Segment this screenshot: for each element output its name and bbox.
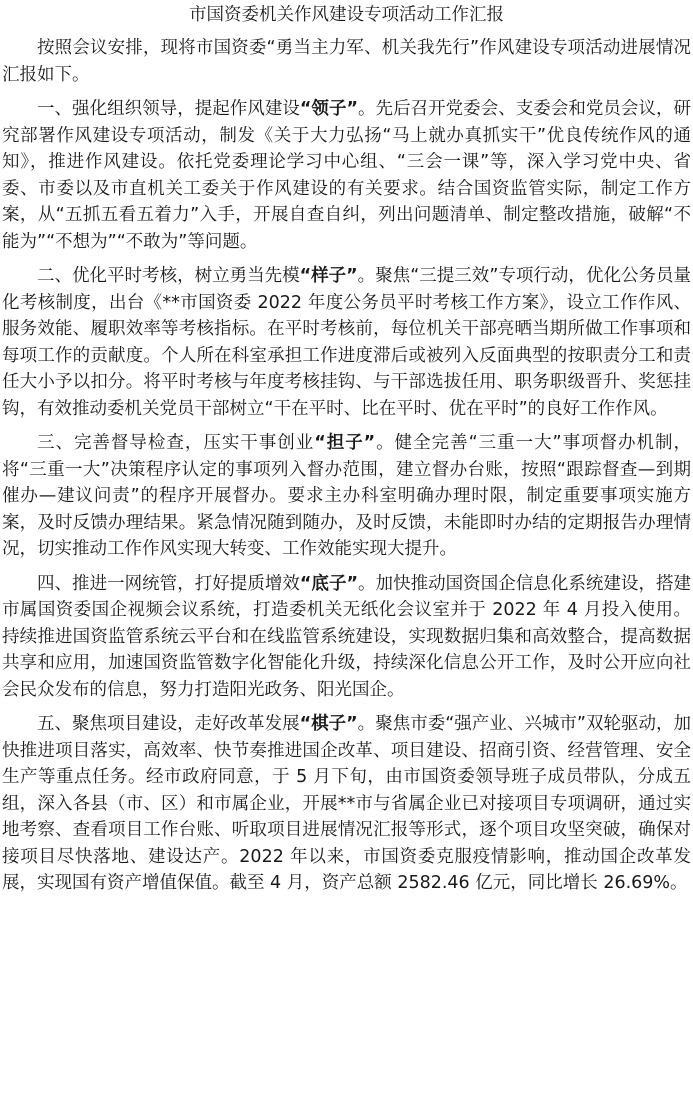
section-3-text: 。健全完善“三重一大”事项督办机制，将“三重一大”决策程序认定的事项列入督办范围，建立督办台账，按照“跟踪督查—到期催办—建议问责”的程序开展督办。要求主办科室明确办理时限，制定重要事项实施方案，及时反馈办理结果。紧急情况随到随办，及时反馈，未能即时办结的定期报告办理情况，切实推动工作作风实现大转变、工作效能实现大提升。 xyxy=(2,433,691,559)
section-4-lead: 四、推进一网统管，打好提质增效 xyxy=(37,573,300,594)
section-2-text: 。聚焦“三提三效”专项行动，优化公务员量化考核制度，出台《**市国资委 2022 年度公务员平时考核工作方案》，设立工作作风、服务效能、履职效率等考核指标。在平时考核前，每位机关干部亮晒当期所做工作事项和每项工作的贡献度。个人所在科室承担工作进度滞后或被列入反面典型的按职责分工和责任大小予以扣分。将平时考核与年度考核挂钩、与干部选拔任用、职务职级晋升、奖惩挂钩，有效推动委机关党员干部树立“干在平时、比在平时、优在平时”的良好工作作风。 xyxy=(2,266,691,419)
section-4-keyword: “底子” xyxy=(299,573,358,594)
section-1-lead: 一、强化组织领导，提起作风建设 xyxy=(37,99,300,119)
section-1-text: 。先后召开党委会、支委会和党员会议，研究部署作风建设专项活动，制发《关于大力弘扬“马上就办真抓实干”优良传统作风的通知》，推进作风建设。依托党委理论学习中心组、“三会一课”等，深入学习党中央、省委、市委以及市直机关工委关于作风建设的有关要求。结合国资监管实际，制定工作方案，从“五抓五看五着力”入手，开展自查自纠，列出问题清单、制定整改措施，破解“不能为”“不想为”“不敢为”等问题。 xyxy=(2,99,692,252)
section-5-text: 。聚焦市委“强产业、兴城市”双轮驱动，加快推进项目落实，高效率、快节奏推进国企改革、项目建设、招商引资、经营管理、安全生产等重点任务。经市政府同意，于 5 月下旬，由市国资委领导班子成员带队，分成五组，深入各县（市、区）和市属企业，开展**市与省属企业已对接项目专项调研，通过实地考察、查看项目工作台账、听取项目进展情况汇报等形式，逐个项目攻坚突破，确保对接项目尽快落地、建设达产。2022 年以来，市国资委克服疫情影响，推动国企改革发展，实现国有资产增值保值。截至 4 月，资产总额 2582.46 亿元，同比增长 26.69%。 xyxy=(2,714,691,893)
section-4-text: 。加快推动国资国企信息化系统建设，搭建市属国资委国企视频会议系统，打造委机关无纸化会议室并于 2022 年 4 月投入使用。持续推进国资监管系统云平台和在线监管系统建设，实现数据归集和高效整合，提高数据共享和应用，加速国资监管数字化智能化升级，持续深化信息公开工作，及时公开应向社会民众发布的信息，努力打造阳光政务、阳光国企。 xyxy=(2,573,692,700)
intro-paragraph: 按照会议安排，现将市国资委“勇当主力军、机关我先行”作风建设专项活动进展情况汇报如下。 xyxy=(2,38,691,85)
section-2-lead: 二、优化平时考核，树立勇当先模 xyxy=(37,266,300,286)
document-title: 市国资委机关作风建设专项活动工作汇报 xyxy=(189,5,504,25)
section-1-keyword: “领子” xyxy=(299,99,358,119)
section-4-paragraph xyxy=(2,571,691,704)
section-3-paragraph xyxy=(2,430,691,563)
section-2-keyword: “样子” xyxy=(299,266,358,286)
section-3-keyword: “担子” xyxy=(314,433,376,453)
section-5-paragraph xyxy=(2,711,691,897)
section-1-paragraph xyxy=(2,96,691,255)
section-5-keyword: “棋子” xyxy=(299,714,358,734)
section-5-lead: 五、聚焦项目建设，走好改革发展 xyxy=(37,714,300,734)
section-2-paragraph xyxy=(2,263,691,422)
section-3-lead: 三、完善督导检查，压实干事创业 xyxy=(37,433,315,453)
